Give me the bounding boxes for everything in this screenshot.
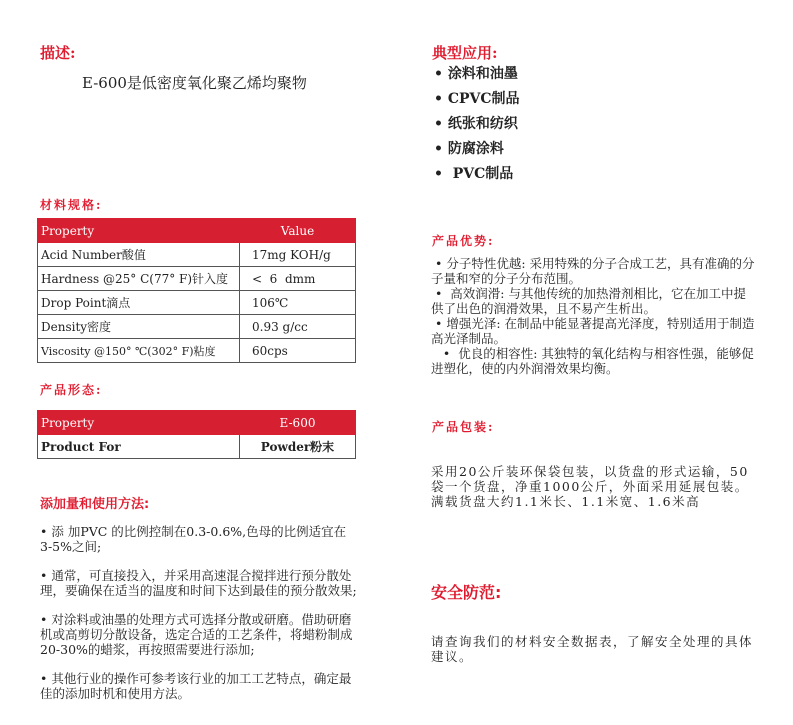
application-item: • 纸张和纺织 — [434, 116, 518, 132]
advantage-item: • 优良的相容性: 其独特的氧化结构与相容性强，能够促进塑化，使的内外润滑效果均衡。 — [431, 346, 754, 376]
table-header — [38, 219, 356, 243]
table-row — [38, 291, 356, 315]
packaging-title: 产品包装: — [432, 420, 495, 434]
advantages-list — [431, 256, 756, 376]
application-item: • 涂料和油墨 — [434, 66, 518, 82]
table-row — [38, 315, 356, 339]
cell: Viscosity @150° ℃(302° F)粘度 — [38, 339, 240, 363]
cell: 17mg KOH/g — [240, 243, 356, 267]
cell: Hardness @25° C(77° F)针入度 — [38, 267, 240, 291]
header-value: Value — [240, 219, 356, 243]
header-property: Property — [38, 411, 240, 435]
cell: Product For — [38, 435, 240, 459]
header-e600: E-600 — [240, 411, 356, 435]
form-title: 产品形态: — [40, 383, 103, 397]
application-item: • 防腐涂料 — [434, 141, 504, 157]
cell: Density密度 — [38, 315, 240, 339]
usage-item: • 通常，可直接投入，并采用高速混合搅拌进行预分散处理，要确保在适当的温度和时间下达到最佳的预分散效果; — [40, 568, 357, 598]
safety-text: 请查询我们的材料安全数据表，了解安全处理的具体建议。 — [431, 634, 754, 664]
cell: 60cps — [240, 339, 356, 363]
table-row — [38, 339, 356, 363]
spec-table — [37, 218, 356, 363]
form-table — [37, 410, 356, 459]
table-row — [38, 435, 356, 459]
application-item: • CPVC制品 — [434, 91, 520, 107]
usage-title: 添加量和使用方法: — [40, 497, 150, 512]
usage-item: • 其他行业的操作可参考该行业的加工工艺特点，确定最佳的添加时机和使用方法。 — [40, 671, 352, 701]
description-text: E-600是低密度氧化聚乙烯均聚物 — [82, 74, 307, 92]
table-row — [38, 267, 356, 291]
cell: Acid Number酸值 — [38, 243, 240, 267]
safety-title: 安全防范: — [431, 583, 502, 602]
usage-item: • 对涂料或油墨的处理方式可选择分散或研磨。借助研磨机或高剪切分散设备，选定合适的工艺条件，将蜡粉制成20-30%的蜡浆，再按照需要进行添加; — [40, 612, 353, 657]
usage-list — [40, 524, 358, 701]
advantages-title: 产品优势: — [432, 234, 495, 248]
advantage-item: • 分子特性优越: 采用特殊的分子合成工艺，具有准确的分子量和窄的分子分布范围。 — [431, 256, 755, 286]
usage-item: • 添 加PVC 的比例控制在0.3-0.6%,色母的比例适宜在3-5%之间; — [40, 524, 347, 554]
applications-list — [434, 62, 520, 187]
cell: Drop Point滴点 — [38, 291, 240, 315]
cell: 0.93 g/cc — [240, 315, 356, 339]
cell: 106℃ — [240, 291, 356, 315]
advantage-item: • 高效润滑: 与其他传统的加热滑剂相比，它在加工中提供了出色的润滑效果，且不易产生析出。 — [431, 286, 746, 316]
table-row — [38, 243, 356, 267]
cell: < 6 dmm — [240, 267, 356, 291]
packaging-text: 采用20公斤装环保袋包装，以货盘的形式运输，50袋一个货盘，净重1000公斤，外面采用延展包装。满载货盘大约1.1米长、1.1米宽、1.6米高 — [431, 464, 749, 509]
description-title: 描述: — [40, 44, 76, 62]
advantage-item: • 增强光泽: 在制品中能显著提高光泽度，特别适用于制造高光泽制品。 — [431, 316, 755, 346]
cell: Powder粉末 — [240, 435, 356, 459]
header-property: Property — [38, 219, 240, 243]
applications-title: 典型应用: — [432, 44, 498, 62]
application-item: • PVC制品 — [434, 166, 514, 182]
spec-title: 材料规格: — [40, 198, 103, 212]
